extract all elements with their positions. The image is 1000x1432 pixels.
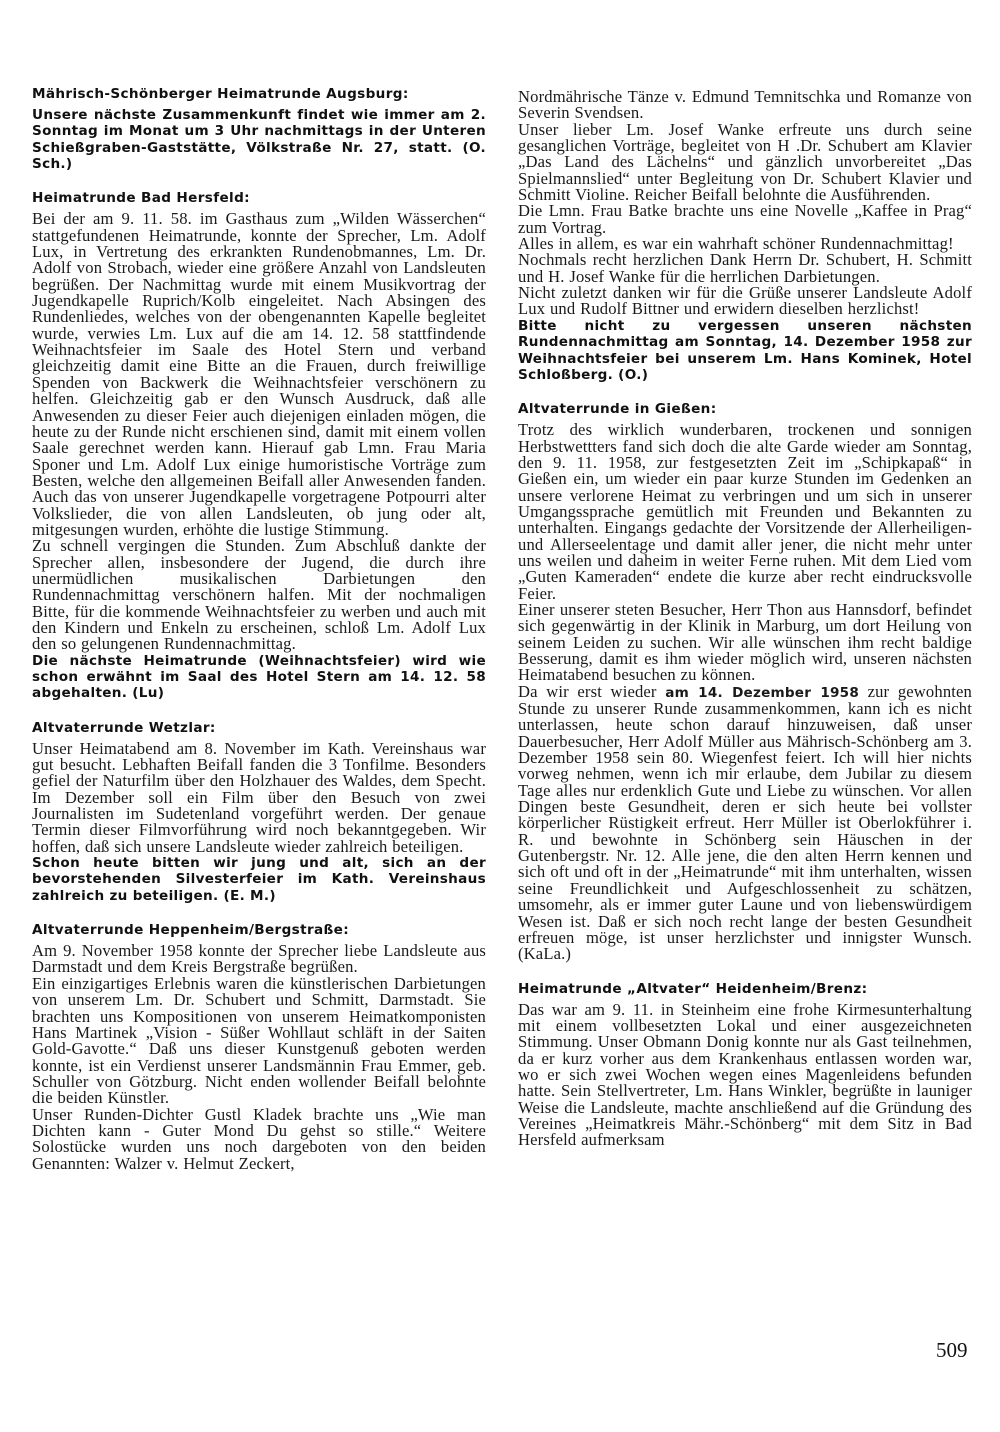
paragraph: Am 9. November 1958 konnte der Sprecher liebe Landsleute aus Darmstadt und dem Kreis Bergstraße begrüßen. <box>32 941 486 977</box>
paragraph: Ein einzigartiges Erlebnis waren die künstlerischen Darbietungen von unserem Lm. Dr. Schubert und Schmitt, Darmstadt. Sie brachten uns Kompositionen von unserem Heimatkomponisten Hans Martinek „Vision - Süßer Wohllaut schläft in der Saiten Gold-Gavotte.“ Daß uns dieser Kunstgenuß geboten werden konnte, ist ein Verdienst unserer Landsmännin Frau Emmer, geb. Schuller von Götzburg. Nicht enden wollender Beifall belohnte die beiden Künstler. <box>32 973 486 1108</box>
section-giessen <box>518 401 972 962</box>
section-heppenheim-continued <box>518 89 972 383</box>
bold-notice: Schon heute bitten wir jung und alt, sich an der bevorstehenden Silvesterfeier im Kath. Vereinshaus zahlreich zu beteiligen. (E. M.) <box>32 855 486 904</box>
right-column <box>518 89 972 1167</box>
paragraph: Einer unserer steten Besucher, Herr Thon aus Hannsdorf, befindet sich gegenwärtig in der Klinik in Marburg, um dort Heilung von seinem Leiden zu suchen. Wir alle wünschen ihm recht baldige Besserung, damit es ihm wieder möglich wird, unseren nächsten Heimatabend besuchen zu können. <box>518 599 972 685</box>
text-after-bold: zur gewohnten Stunde zu unserer Runde zusammenkommen, kann ich es nicht unterlassen, heute schon darauf hinzuweisen, daß unser Dauerbesucher, Herr Adolf Müller aus Mährisch-Schönberg am 3. Dezember 1958 sein 80. Wiegenfest feiert. Ich will hier nichts vorweg nehmen, wenn ich mir erlaube, dem Jubilar zu diesem Tage alles nur erdenklich Gute und Liebe zu wünschen. Vor allen Dingen beste Gesundheit, deren er sich heute bei vollster körperlicher Rüstigkeit erfreut. Herr Müller ist Oberlokführer i. R. und bewohnte in Schönberg sein Häuschen in der Gutenbergstr. Nr. 12. Alle jene, die den alten Herrn kennen und sich oft und oft in der „Heimatrunde“ mit ihm unterhalten, wissen seine Freundlichkeit und Aufgeschlossenheit zu schätzen, umsomehr, als er immer guter Laune und von liebenswürdigem Wesen ist. Daß er sich noch recht lange der besten Gesundheit erfreuen möge, ist unser herzlichster und innigster Wunsch. (KaLa.) <box>518 681 972 964</box>
section-heading: Altvaterrunde Heppenheim/Bergstraße: <box>32 922 350 939</box>
paragraph: Alles in allem, es war ein wahrhaft schöner Rundennachmittag! <box>518 234 954 254</box>
paragraph: Bei der am 9. 11. 58. im Gasthaus zum „Wilden Wässerchen“ stattgefundenen Heimatrunde, konnte der Sprecher, Lm. Adolf Lux, in Vertretung des erkrankten Rundenobmannes, Lm. Dr. Adolf von Strobach, wieder eine größere Anzahl von Landsleuten begrüßen. Der Nachmittag wurde mit einem Musikvortrag der Jugendkapelle Ruprich/Kolb eingeleitet. Nach Absingen des Rundenliedes, welches von der obengenannten Kapelle begleitet wurde, verwies Lm. Lux auf die am 14. 12. 58 stattfindende Weihnachtsfeier im Saale des Hotel Stern und verband gleichzeitig damit eine Bitte an die Frauen, durch freiwillige Spenden von Backwerk die Weihnachtsfeier verschönern zu helfen. Gleichzeitig gab er den Wunsch Ausdruck, daß alle Anwesenden zu dieser Feier auch diejenigen einladen mögen, die heute zu der Runde nicht erschienen sind, damit mit einem vollen Saale gerechnet werden kann. Hierauf gab Lmn. Frau Maria Sponer und Lm. Adolf Lux einige humoristische Vorträge zum Besten, welche den allgemeinen Beifall aller Anwesenden fanden. Auch das von unserer Jugendkapelle vorgetragene Potpourri alter Volkslieder, die von allen Landsleuten, ob jung oder alt, mitgesungen wurden, erhöhte die lustige Stimmung. <box>32 209 486 539</box>
paragraph: Zu schnell vergingen die Stunden. Zum Abschluß dankte der Sprecher allen, insbesondere der Jugend, die durch ihre unermüdlichen musikalischen Darbietungen den Rundennachmittag verschönern halfen. Mit der nochmaligen Bitte, für die kommende Weihnachtsfeier zu werben und auch mit den Kindern und Enkeln zu erscheinen, schloß Lm. Adolf Lux den so gelungenen Rundennachmittag. <box>32 536 486 654</box>
section-augsburg <box>32 86 486 172</box>
section-heading: Heimatrunde „Altvater“ Heidenheim/Brenz: <box>518 980 868 997</box>
text-before-bold: Da wir erst wieder <box>518 681 666 701</box>
paragraph: Das war am 9. 11. in Steinheim eine frohe Kirmesunterhaltung mit einem vollbesetzten Lokal und einer ausgezeichneten Stimmung. Unser Obmann Donig konnte nur als Gast teilnehmen, da er kurz vorher aus dem Krankenhaus entlassen worden war, wo er sich zwei Wochen wegen eines Magenleidens befunden hatte. Sein Stellvertreter, Lm. Hans Winkler, begrüßte in launiger Weise die Landsleute, machte anschließend auf die Gründung des Vereines „Heimatkreis Mähr.-Schönberg“ mit dem Sitz in Bad Hersfeld aufmerksam <box>518 999 972 1150</box>
page-number: 509 <box>936 1338 968 1362</box>
paragraph: Unser Heimatabend am 8. November im Kath. Vereinshaus war gut besucht. Lebhaften Beifall fanden die 3 Tonfilme. Besonders gefiel der Naturfilm über den Holzhauer des Waldes, dem Specht. Im Dezember soll ein Film über den Besuch von zwei Journalisten im Sudetenland vorgeführt werden. Der genaue Termin dieser Filmvorführung wird noch bekanntgegeben. Wir hoffen, daß sich unsere Landsleute wieder zahlreich beteiligen. <box>32 738 486 856</box>
bold-date: am 14. Dezember 1958 <box>665 684 859 701</box>
bold-notice: Unsere nächste Zusammenkunft findet wie immer am 2. Sonntag im Monat um 3 Uhr nachmittags in der Unteren Schießgraben-Gaststätte, Völkstraße Nr. 27, statt. (O. Sch.) <box>32 107 486 173</box>
section-bad-hersfeld <box>32 190 486 701</box>
left-column <box>32 86 486 1190</box>
bold-notice: Bitte nicht zu vergessen unseren nächsten Rundennachmittag am Sonntag, 14. Dezember 1958 zur Weihnachtsfeier bei unserem Lm. Hans Kominek, Hotel Schloßberg. (O.) <box>518 317 972 383</box>
paragraph: Trotz des wirklich wunderbaren, trockenen und sonnigen Herbstwettters fand sich doch die alte Garde wieder am Sonntag, den 9. 11. 1958, zur festgesetzten Zeit im „Schipkapaß“ in Gießen ein, um wieder ein paar kurze Stunden im Gedenken an unsere verlorene Heimat zu verbringen und um sich in unserer Umgangssprache gemütlich mit Freunden und Bekannten zu unterhalten. Eingangs gedachte der Vorsitzende der Allerheiligen- und Allerseelentage und damit aller jener, die nicht mehr unter uns weilen und daheim in weiter Ferne ruhen. Mit dem Lied vom „Guten Kameraden“ endete die kurze aber recht eindrucksvolle Feier. <box>518 420 972 603</box>
section-heppenheim <box>32 922 486 1172</box>
section-heading: Heimatrunde Bad Hersfeld: <box>32 190 250 207</box>
paragraph: Unser lieber Lm. Josef Wanke erfreute uns durch seine gesanglichen Vorträge, begleitet von H .Dr. Schubert am Klavier „Das Land des Lächelns“ und gänzlich unvorbereitet „Das Spielmannslied“ unter Begleitung von Dr. Schubert Klavier und Schmitt Violine. Reicher Beifall belohnte die Ausführenden. <box>518 119 972 205</box>
paragraph: Unser Runden-Dichter Gustl Kladek brachte uns „Wie man Dichten kann - Guter Mond Du gehst so stille.“ Weitere Solostücke wurden uns noch dargeboten von den beiden Genannten: Walzer v. Helmut Zeckert, <box>32 1104 486 1173</box>
paragraph-with-bold-date <box>518 681 972 964</box>
section-heading: Altvaterrunde in Gießen: <box>518 401 717 418</box>
section-heading: Altvaterrunde Wetzlar: <box>32 719 216 736</box>
bold-notice: Die nächste Heimatrunde (Weihnachtsfeier) wird wie schon erwähnt im Saal des Hotel Stern am 14. 12. 58 abgehalten. (Lu) <box>32 652 486 702</box>
section-wetzlar <box>32 720 486 904</box>
paragraph: Nicht zuletzt danken wir für die Grüße unserer Landsleute Adolf Lux und Rudolf Bittner und erwidern dieselben herzlichst! <box>518 283 972 319</box>
paragraph: Nochmals recht herzlichen Dank Herrn Dr. Schubert, H. Schmitt und H. Josef Wanke für die herrlichen Darbietungen. <box>518 250 972 286</box>
paragraph: Nordmährische Tänze v. Edmund Temnitschka und Romanze von Severin Svendsen. <box>518 87 972 123</box>
section-heidenheim <box>518 981 972 1149</box>
section-heading: Mährisch-Schönberger Heimatrunde Augsburg: <box>32 86 409 102</box>
paragraph: Die Lmn. Frau Batke brachte uns eine Novelle „Kaffee in Prag“ zum Vortrag. <box>518 201 972 237</box>
